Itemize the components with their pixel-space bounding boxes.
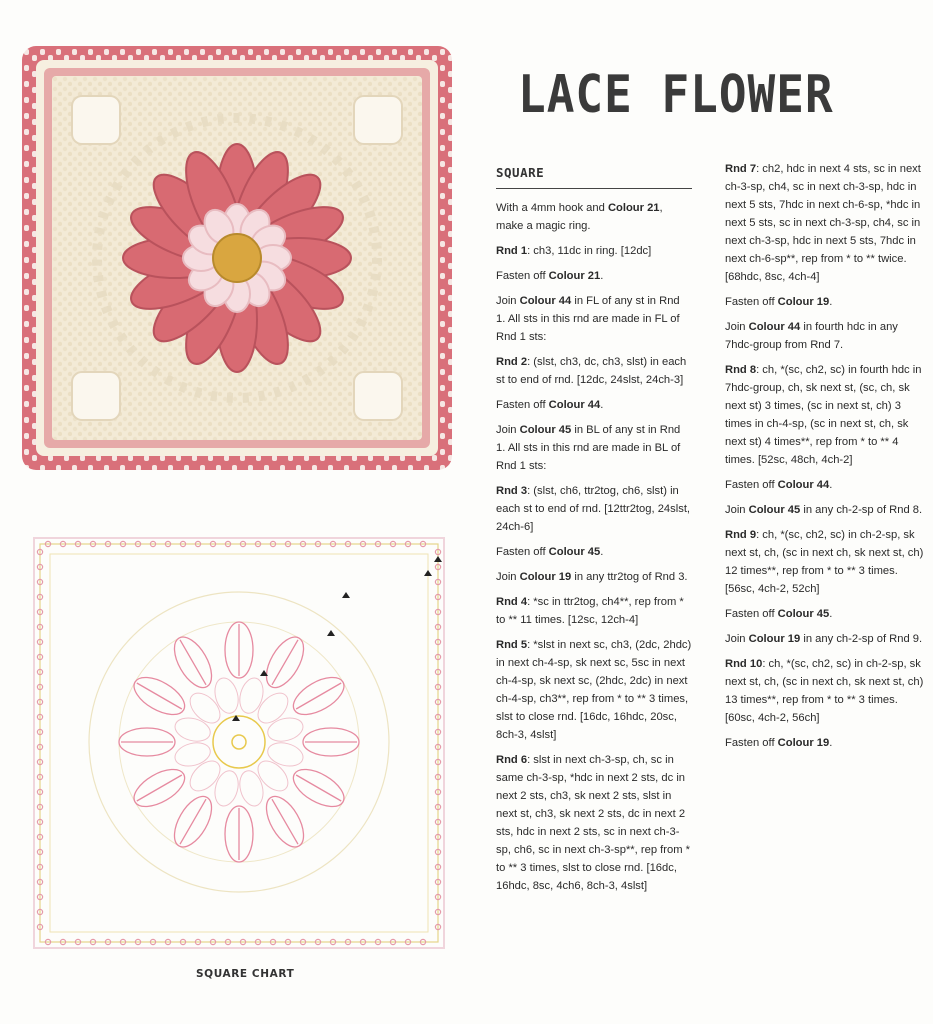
instruction-text: : ch3, 11dc in ring. [12dc] [527, 245, 652, 257]
instruction-bold: Rnd 2 [496, 356, 528, 368]
instruction-paragraph [725, 293, 925, 311]
instruction-text: Fasten off [496, 270, 549, 282]
instruction-text: in BL of any st in Rnd 1. All sts in this rnd are made in BL of Rnd 1 sts: [496, 424, 681, 472]
instruction-bold: Colour 21 [548, 270, 601, 282]
instruction-text: : ch, *(sc, ch2, sc) in ch-2-sp, sk next st, ch, (sc in next ch, sk next st, ch) 13 times**, rep from * to ** 3 times. [60sc, 4ch-2, 56ch] [725, 658, 924, 724]
instruction-paragraph [725, 605, 925, 623]
instruction-text: . [600, 546, 604, 558]
instruction-text: Fasten off [725, 608, 778, 620]
instruction-bold: Colour 45 [548, 546, 601, 558]
instruction-text: : ch, *(sc, ch2, sc) in fourth hdc in 7hdc-group, ch, sk next st, (sc, ch, sk next st) 3 times, (sc in next st, ch) 3 times in ch-4-sp, (sc in next st, ch, sk next st) 4 times**, rep from * to ** 4 times. [52sc, 48ch, 4ch-2] [725, 364, 922, 466]
instruction-paragraph [725, 476, 925, 494]
chart-petal-stitch [180, 640, 206, 685]
instruction-bold: Colour 19 [748, 633, 801, 645]
chart-petal-stitch [272, 640, 298, 685]
instruction-text: in any ttr2tog of Rnd 3. [571, 571, 688, 583]
square-chart-diagram [26, 530, 456, 960]
instruction-paragraph [496, 353, 692, 389]
instruction-bold: Rnd 7 [725, 163, 757, 175]
chart-inner-symbol [172, 739, 212, 770]
instruction-text: . [829, 479, 833, 491]
instruction-bold: Rnd 3 [496, 485, 528, 497]
instruction-paragraph [496, 199, 692, 235]
instruction-text: Fasten off [725, 296, 778, 308]
instruction-text: With a 4mm hook and [496, 202, 608, 214]
chart-inner-symbol [252, 755, 293, 796]
instruction-text: in any ch-2-sp of Rnd 8. [800, 504, 923, 516]
instruction-text: : (slst, ch3, dc, ch3, slst) in each st to end of rnd. [12dc, 24slst, 24ch-3] [496, 356, 687, 386]
chart-inner-symbol [236, 675, 267, 715]
section-heading: SQUARE [496, 164, 692, 189]
instruction-bold: Rnd 1 [496, 245, 528, 257]
chart-inner-symbol [185, 688, 226, 729]
instruction-paragraph [496, 482, 692, 536]
instruction-text: : slst in next ch-3-sp, ch, sc in same ch-3-sp, *hdc in next 2 sts, dc in next 2 sts, ch3, sk next 2 sts, slst in next st, ch3, sk next 2 sts, dc in next 2 sts, hdc in next 2 sts, sc in next ch-3-sp, ch6, sc in next ch-3-sp**, rep from * to ** 3 times, slst to close rnd. [16dc, 16hdc, 8sc, 4ch6, 8ch-3, 4slst] [496, 754, 690, 892]
instruction-text: : *sc in ttr2tog, ch4**, rep from * to ** 11 times. [12sc, 12ch-4] [496, 596, 684, 626]
instruction-text: . [600, 399, 604, 411]
chart-inner-symbol [265, 714, 305, 745]
instruction-bold: Colour 44 [748, 321, 801, 333]
instruction-bold: Colour 19 [777, 296, 830, 308]
instruction-paragraph [496, 421, 692, 475]
chart-petal-stitch [272, 799, 298, 844]
instruction-paragraph [725, 526, 925, 598]
chart-inner-symbol [252, 688, 293, 729]
chart-petal-stitch [137, 775, 182, 801]
instruction-paragraph [496, 568, 692, 586]
instruction-text: in any ch-2-sp of Rnd 9. [800, 633, 923, 645]
instruction-text: Join [496, 571, 520, 583]
instruction-paragraph [496, 292, 692, 346]
chart-inner-symbol [236, 768, 267, 808]
instruction-bold: Colour 19 [519, 571, 572, 583]
instruction-paragraph [725, 318, 925, 354]
instruction-text: Join [725, 321, 749, 333]
instruction-paragraph [725, 501, 925, 519]
instruction-text: Fasten off [725, 479, 778, 491]
chart-inner-symbol [211, 675, 242, 715]
instruction-text: in FL of any st in Rnd 1. All sts in this rnd are made in FL of Rnd 1 sts: [496, 295, 680, 343]
instruction-text: . [829, 608, 833, 620]
instruction-bold: Rnd 6 [496, 754, 528, 766]
instructions-list-2 [725, 160, 925, 752]
instruction-text: Fasten off [725, 737, 778, 749]
chart-petal-stitch [137, 683, 182, 709]
instruction-text: Fasten off [496, 399, 549, 411]
instruction-text: , make a magic ring. [496, 202, 663, 232]
instruction-text: . [600, 270, 604, 282]
instruction-paragraph [496, 636, 692, 744]
instruction-text: . [829, 737, 833, 749]
instruction-paragraph [725, 160, 925, 286]
chart-inner-symbol [265, 739, 305, 770]
instruction-paragraph [496, 751, 692, 895]
instruction-text: Join [496, 424, 520, 436]
instruction-paragraph [496, 267, 692, 285]
instruction-text: in fourth hdc in any 7hdc-group from Rnd 7. [725, 321, 898, 351]
instruction-text: . [829, 296, 833, 308]
instruction-text: Join [725, 504, 749, 516]
instruction-bold: Colour 45 [748, 504, 801, 516]
chart-caption: SQUARE CHART [196, 968, 295, 980]
instruction-paragraph [496, 543, 692, 561]
instruction-text: : ch, *(sc, ch2, sc) in ch-2-sp, sk next st, ch, (sc in next ch, sk next st, ch) 12 times**, rep from * to ** 3 times. [56sc, 4ch-2, 52ch] [725, 529, 924, 595]
instruction-bold: Rnd 5 [496, 639, 528, 651]
instruction-bold: Colour 44 [548, 399, 601, 411]
instruction-bold: Colour 44 [777, 479, 830, 491]
instruction-paragraph [496, 396, 692, 414]
instruction-bold: Rnd 8 [725, 364, 757, 376]
instruction-text: : ch2, hdc in next 4 sts, sc in next ch-3-sp, ch4, sc in next ch-3-sp, hdc in next 5 sts, 7hdc in next ch-6-sp, *hdc in next 5 sts, sc in next ch-3-sp, ch4, sc in next ch-3-sp, hdc in next 5 sts, 7hdc in next ch-6-sp**, rep from * to ** twice. [68hdc, 8sc, 4ch-4] [725, 163, 921, 283]
instruction-bold: Colour 44 [519, 295, 572, 307]
chart-inner-symbol [185, 755, 226, 796]
chart-inner-symbol [172, 714, 212, 745]
instruction-paragraph [725, 655, 925, 727]
instruction-bold: Rnd 4 [496, 596, 528, 608]
instructions-column-2 [725, 160, 925, 759]
instruction-paragraph [725, 361, 925, 469]
chart-petal-stitch [180, 799, 206, 844]
chart-petal-stitch [296, 775, 341, 801]
instruction-text: : (slst, ch6, ttr2tog, ch6, slst) in each st to end of rnd. [12ttr2tog, 24slst, 24ch-6] [496, 485, 691, 533]
page-title: LACE FLOWER [518, 64, 834, 125]
instruction-text: Fasten off [496, 546, 549, 558]
instruction-text: Join [496, 295, 520, 307]
instruction-paragraph [725, 734, 925, 752]
instruction-bold: Rnd 9 [725, 529, 757, 541]
instruction-paragraph [725, 630, 925, 648]
instruction-text: : *slst in next sc, ch3, (2dc, 2hdc) in next ch-4-sp, sk next sc, 5sc in next ch-4-sp, sk next sc, (2hdc, 2dc) in next ch-4-sp, ch3**, rep from * to ** 3 times, slst to close rnd. [16dc, 16hdc, 20sc, 8ch-3, 4slst] [496, 639, 692, 741]
chart-inner-symbol [211, 768, 242, 808]
instruction-paragraph [496, 242, 692, 260]
instructions-list-1 [496, 199, 692, 895]
chart-petal-stitch [296, 683, 341, 709]
instruction-bold: Colour 19 [777, 737, 830, 749]
instruction-bold: Colour 45 [519, 424, 572, 436]
instruction-paragraph [496, 593, 692, 629]
instruction-text: Join [725, 633, 749, 645]
instruction-bold: Colour 45 [777, 608, 830, 620]
instructions-column-1 [496, 160, 692, 902]
instruction-bold: Colour 21 [607, 202, 660, 214]
instruction-bold: Rnd 10 [725, 658, 763, 670]
crochet-square-photo [22, 46, 452, 470]
